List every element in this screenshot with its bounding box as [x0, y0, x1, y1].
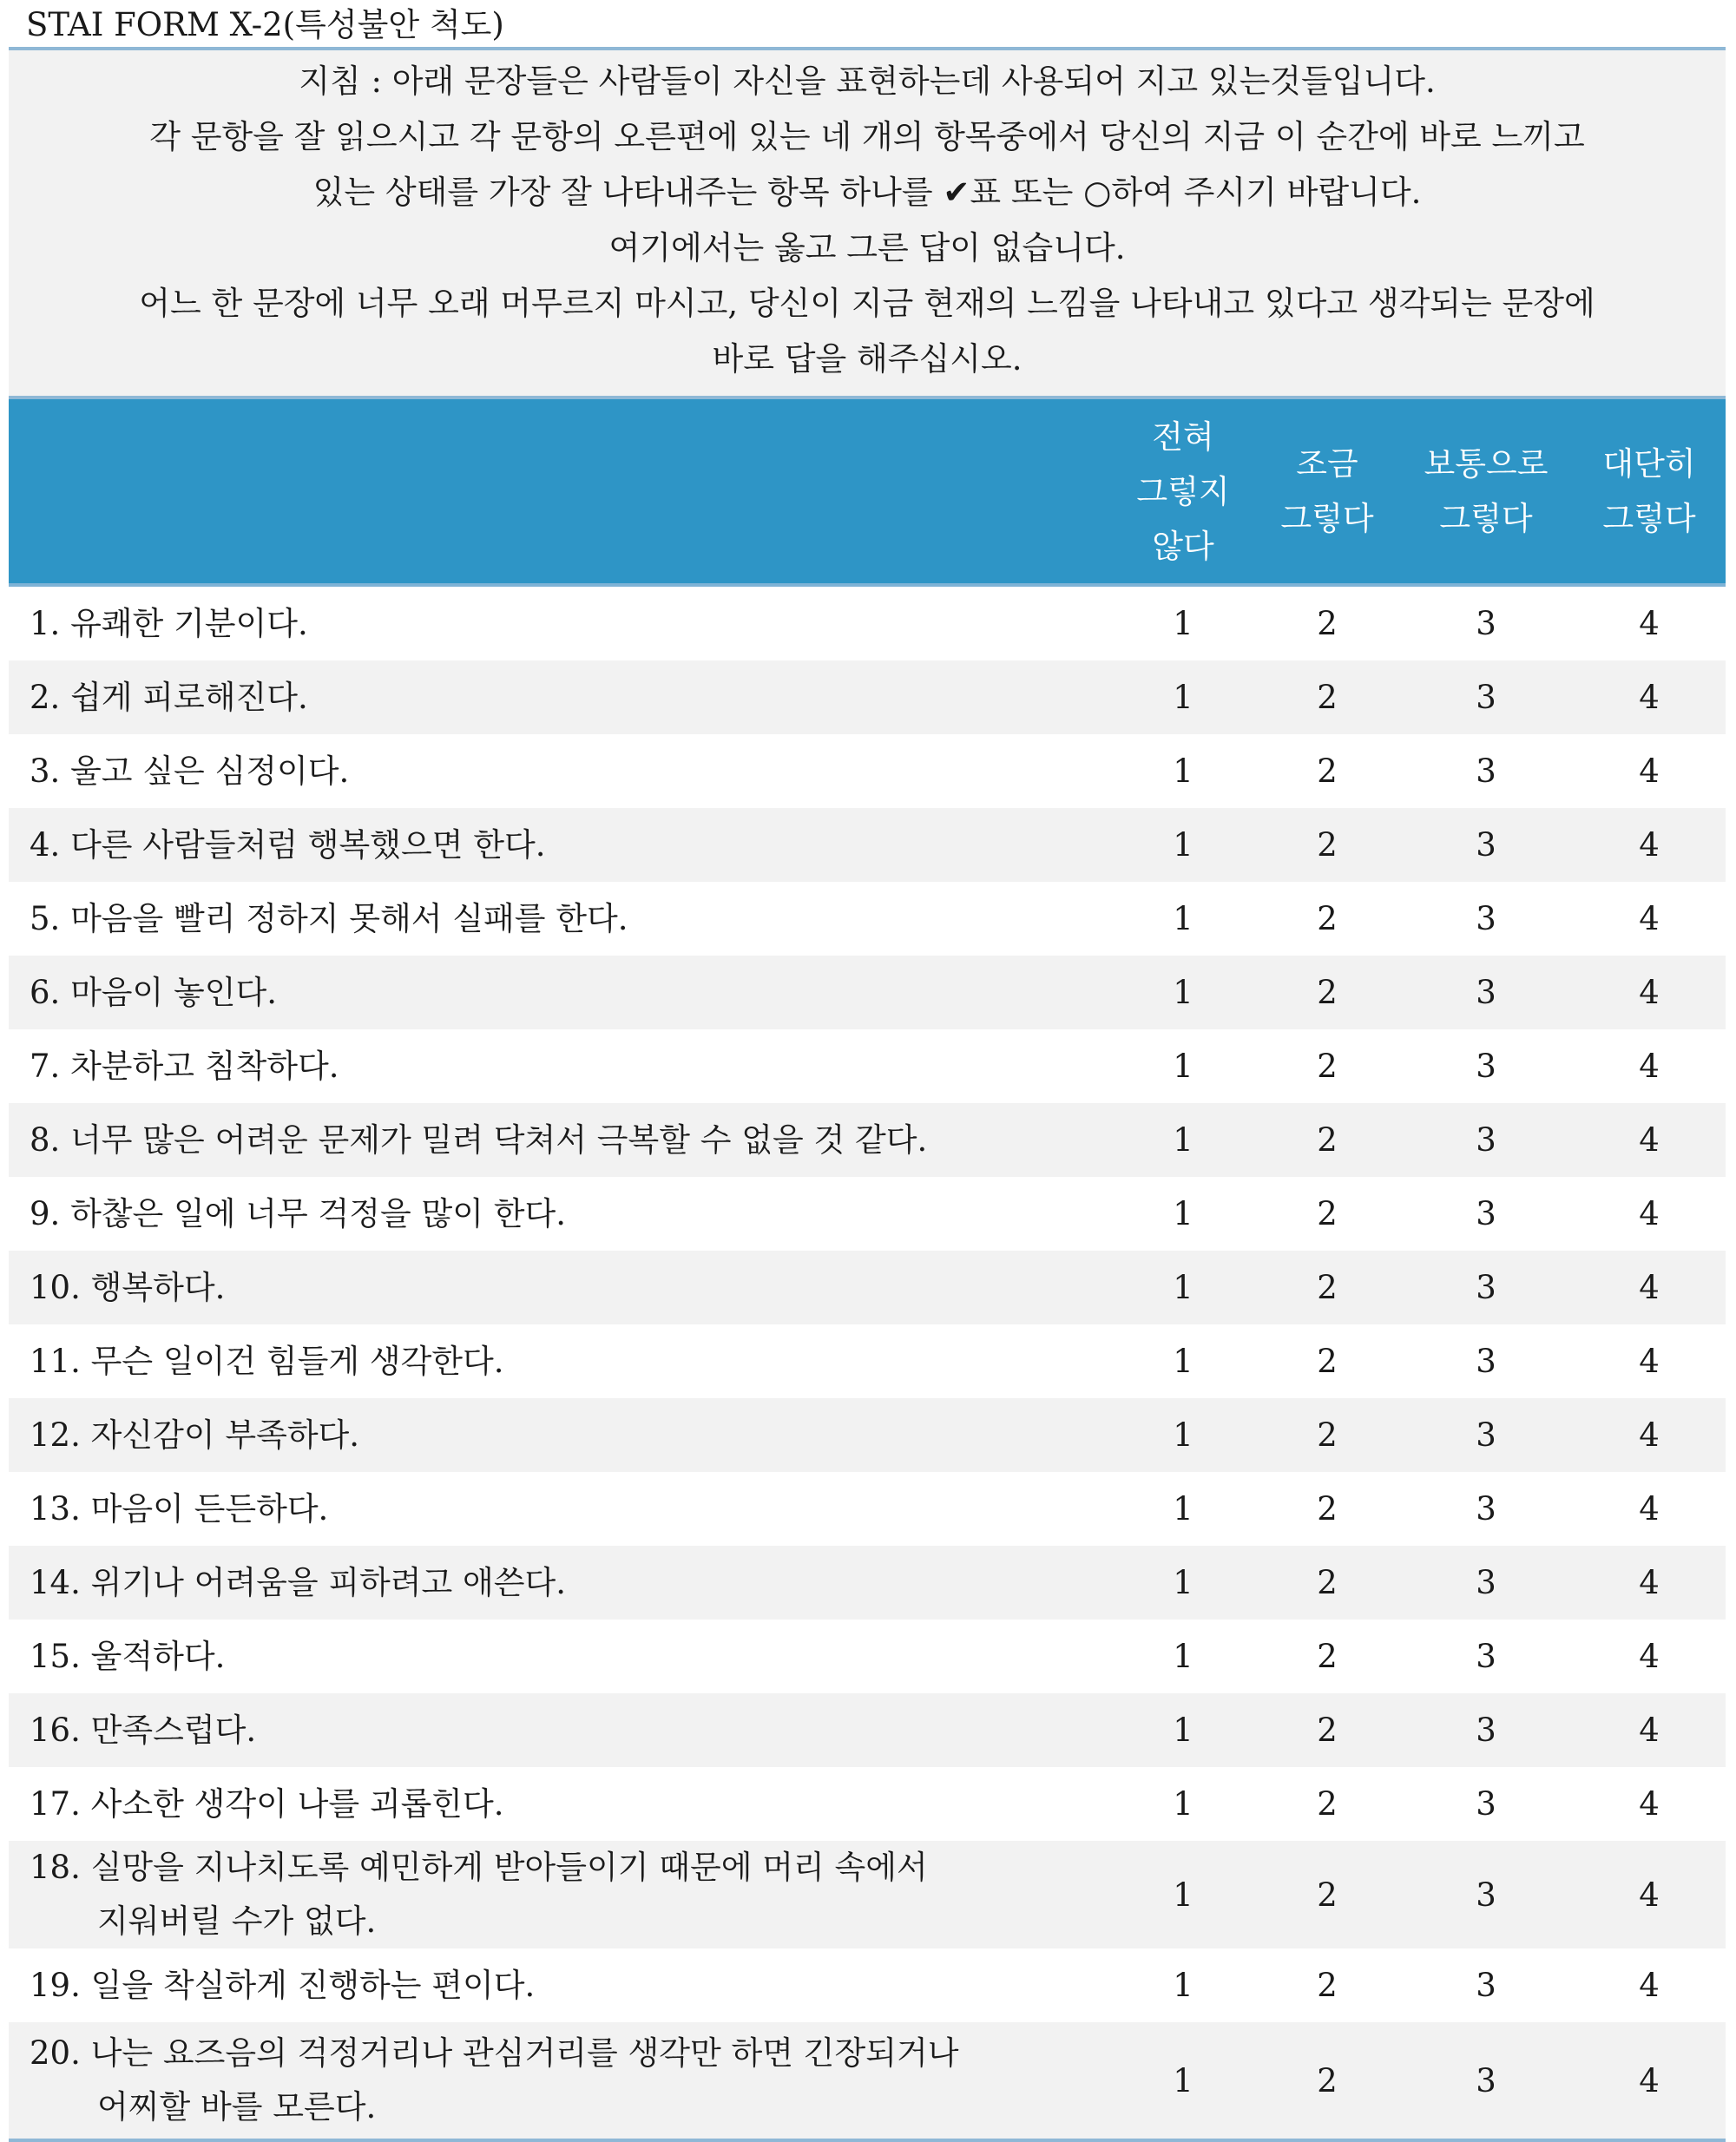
item-statement: 19. 일을 착실하게 진행하는 편이다.: [30, 1966, 536, 2004]
bottom-rule: [9, 2139, 1726, 2142]
table-row: [9, 1251, 1726, 1324]
option-2[interactable]: 2: [1317, 1967, 1338, 2004]
table-row: [9, 585, 1726, 660]
option-2[interactable]: 2: [1255, 1546, 1399, 1620]
option-1[interactable]: 1: [1173, 605, 1194, 642]
stai-form: [9, 0, 1726, 2142]
option-2[interactable]: 2: [1317, 900, 1338, 937]
item-text: [9, 2022, 1111, 2139]
option-3[interactable]: 3: [1399, 808, 1573, 882]
table-row: [9, 1177, 1726, 1251]
instruction-line: 지침 : 아래 문장들은 사람들이 자신을 표현하는데 사용되어 지고 있는것들입니다.: [299, 62, 1436, 100]
option-3[interactable]: 3: [1476, 752, 1496, 790]
item-text: [9, 1546, 1111, 1620]
table-row: [9, 1546, 1726, 1620]
table-row: [9, 808, 1726, 882]
table-row: [9, 1620, 1726, 1693]
option-2[interactable]: 2: [1255, 2022, 1399, 2139]
item-text: [9, 882, 1111, 956]
option-3[interactable]: 3: [1399, 1546, 1573, 1620]
option-3[interactable]: 3: [1399, 1251, 1573, 1324]
option-2[interactable]: 2: [1255, 1103, 1399, 1177]
option-2[interactable]: 2: [1255, 660, 1399, 734]
item-text: [9, 1103, 1111, 1177]
table-row: [9, 1324, 1726, 1398]
option-4[interactable]: 4: [1639, 605, 1660, 642]
item-statement: 11. 무슨 일이건 힘들게 생각한다.: [30, 1342, 504, 1380]
option-2[interactable]: 2: [1317, 1490, 1338, 1528]
option-1[interactable]: 1: [1111, 808, 1255, 882]
option-2[interactable]: 2: [1255, 1398, 1399, 1472]
option-2[interactable]: 2: [1317, 1048, 1338, 1085]
table-row: [9, 956, 1726, 1029]
option-3[interactable]: 3: [1399, 2022, 1573, 2139]
scale-header-3: 보통으로 그렇다: [1399, 399, 1573, 585]
item-text: [9, 1324, 1111, 1398]
option-1[interactable]: 1: [1111, 1841, 1255, 1948]
option-4[interactable]: 4: [1573, 1398, 1726, 1472]
option-1[interactable]: 1: [1173, 1490, 1194, 1528]
option-1[interactable]: 1: [1111, 1546, 1255, 1620]
option-4[interactable]: 4: [1639, 752, 1660, 790]
option-1[interactable]: 1: [1173, 900, 1194, 937]
table-row: [9, 660, 1726, 734]
option-4[interactable]: 4: [1573, 1546, 1726, 1620]
item-text: [9, 1693, 1111, 1767]
item-text: [9, 808, 1111, 882]
option-4[interactable]: 4: [1639, 1785, 1660, 1823]
option-2[interactable]: 2: [1317, 1638, 1338, 1675]
questionnaire-table: [9, 399, 1726, 2139]
option-1[interactable]: 1: [1173, 1048, 1194, 1085]
option-1[interactable]: 1: [1173, 1785, 1194, 1823]
item-statement-continued: 지워버릴 수가 없다.: [97, 1902, 377, 1940]
table-row: [9, 1693, 1726, 1767]
item-statement: 8. 너무 많은 어려운 문제가 밀려 닥쳐서 극복할 수 없을 것 같다.: [30, 1120, 928, 1159]
option-2[interactable]: 2: [1255, 1693, 1399, 1767]
instruction-line: 바로 답을 해주십시오.: [712, 340, 1023, 378]
item-statement: 16. 만족스럽다.: [30, 1711, 257, 1749]
instruction-line: 각 문항을 잘 읽으시고 각 문항의 오른편에 있는 네 개의 항목중에서 당신의 지금 이 순간에 바로 느끼고: [149, 118, 1585, 155]
option-3[interactable]: 3: [1399, 956, 1573, 1029]
table-row: [9, 1767, 1726, 1841]
option-3[interactable]: 3: [1399, 1398, 1573, 1472]
form-title: STAI FORM X-2(특성불안 척도): [9, 0, 1726, 50]
option-2[interactable]: 2: [1317, 1343, 1338, 1380]
option-4[interactable]: 4: [1639, 1343, 1660, 1380]
table-row: [9, 1472, 1726, 1546]
option-1[interactable]: 1: [1173, 1343, 1194, 1380]
option-1[interactable]: 1: [1173, 1638, 1194, 1675]
option-4[interactable]: 4: [1639, 900, 1660, 937]
option-4[interactable]: 4: [1573, 1251, 1726, 1324]
table-row: [9, 734, 1726, 808]
item-text: [9, 660, 1111, 734]
item-statement-continued: 어찌할 바를 모른다.: [97, 2088, 377, 2126]
option-4[interactable]: 4: [1573, 808, 1726, 882]
scale-header-1: 전혀 그렇지 않다: [1111, 399, 1255, 585]
item-text: [9, 585, 1111, 660]
table-row: [9, 2022, 1726, 2139]
item-text: [9, 956, 1111, 1029]
item-text: [9, 1948, 1111, 2022]
option-2[interactable]: 2: [1255, 1251, 1399, 1324]
option-3[interactable]: 3: [1476, 1785, 1496, 1823]
option-4[interactable]: 4: [1639, 1048, 1660, 1085]
table-header-row: [9, 399, 1726, 585]
table-row: [9, 1841, 1726, 1948]
item-statement: 13. 마음이 든든하다.: [30, 1489, 329, 1528]
item-statement: 9. 하찮은 일에 너무 걱정을 많이 한다.: [30, 1194, 567, 1232]
option-4[interactable]: 4: [1573, 660, 1726, 734]
option-4[interactable]: 4: [1639, 1967, 1660, 2004]
option-2[interactable]: 2: [1317, 1195, 1338, 1232]
option-3[interactable]: 3: [1476, 605, 1496, 642]
option-1[interactable]: 1: [1111, 1398, 1255, 1472]
item-text: [9, 1177, 1111, 1251]
option-3[interactable]: 3: [1476, 1195, 1496, 1232]
instruction-line: 어느 한 문장에 너무 오래 머무르지 마시고, 당신이 지금 현재의 느낌을 나타내고 있다고 생각되는 문장에: [139, 285, 1595, 322]
option-3[interactable]: 3: [1399, 1103, 1573, 1177]
option-3[interactable]: 3: [1476, 1343, 1496, 1380]
item-text: [9, 1251, 1111, 1324]
item-text: [9, 1767, 1111, 1841]
option-4[interactable]: 4: [1639, 1490, 1660, 1528]
table-row: [9, 1029, 1726, 1103]
option-2[interactable]: 2: [1255, 1841, 1399, 1948]
table-row: [9, 1398, 1726, 1472]
table-row: [9, 882, 1726, 956]
option-4[interactable]: 4: [1573, 956, 1726, 1029]
item-statement: 3. 울고 싶은 심정이다.: [30, 752, 350, 790]
item-text: [9, 734, 1111, 808]
scale-header-2: 조금 그렇다: [1255, 399, 1399, 585]
option-1[interactable]: 1: [1111, 956, 1255, 1029]
option-1[interactable]: 1: [1173, 1967, 1194, 2004]
option-3[interactable]: 3: [1476, 900, 1496, 937]
option-1[interactable]: 1: [1111, 2022, 1255, 2139]
option-2[interactable]: 2: [1317, 752, 1338, 790]
option-3[interactable]: 3: [1476, 1967, 1496, 2004]
scale-header-4: 대단히 그렇다: [1573, 399, 1726, 585]
item-statement: 7. 차분하고 침착하다.: [30, 1047, 339, 1085]
option-1[interactable]: 1: [1173, 1195, 1194, 1232]
item-statement: 6. 마음이 놓인다.: [30, 973, 278, 1011]
option-4[interactable]: 4: [1573, 2022, 1726, 2139]
item-column-header: [9, 399, 1111, 585]
option-2[interactable]: 2: [1317, 605, 1338, 642]
item-text: [9, 1472, 1111, 1546]
item-text: [9, 1841, 1111, 1948]
item-statement: 17. 사소한 생각이 나를 괴롭힌다.: [30, 1784, 504, 1823]
item-statement: 15. 울적하다.: [30, 1637, 226, 1675]
option-1[interactable]: 1: [1111, 1103, 1255, 1177]
option-4[interactable]: 4: [1573, 1103, 1726, 1177]
option-3[interactable]: 3: [1476, 1490, 1496, 1528]
item-statement: 4. 다른 사람들처럼 행복했으면 한다.: [30, 825, 546, 864]
item-statement: 1. 유쾌한 기분이다.: [30, 604, 308, 642]
instructions-box: [9, 50, 1726, 399]
option-1[interactable]: 1: [1173, 752, 1194, 790]
option-2[interactable]: 2: [1255, 956, 1399, 1029]
option-3[interactable]: 3: [1399, 1841, 1573, 1948]
table-row: [9, 1948, 1726, 2022]
option-3[interactable]: 3: [1476, 1048, 1496, 1085]
option-1[interactable]: 1: [1111, 1251, 1255, 1324]
item-statement: 18. 실망을 지나치도록 예민하게 받아들이기 때문에 머리 속에서: [30, 1849, 928, 1886]
option-1[interactable]: 1: [1111, 660, 1255, 734]
option-2[interactable]: 2: [1317, 1785, 1338, 1823]
option-4[interactable]: 4: [1573, 1841, 1726, 1948]
table-row: [9, 1103, 1726, 1177]
item-statement: 14. 위기나 어려움을 피하려고 애쓴다.: [30, 1563, 567, 1601]
item-statement: 12. 자신감이 부족하다.: [30, 1416, 360, 1454]
option-3[interactable]: 3: [1399, 1693, 1573, 1767]
option-4[interactable]: 4: [1639, 1195, 1660, 1232]
option-2[interactable]: 2: [1255, 808, 1399, 882]
option-3[interactable]: 3: [1399, 660, 1573, 734]
instruction-line: 여기에서는 옳고 그른 답이 없습니다.: [608, 229, 1126, 266]
item-text: [9, 1029, 1111, 1103]
option-4[interactable]: 4: [1573, 1693, 1726, 1767]
item-statement: 20. 나는 요즈음의 걱정거리나 관심거리를 생각만 하면 긴장되거나: [30, 2034, 959, 2072]
item-statement: 5. 마음을 빨리 정하지 못해서 실패를 한다.: [30, 899, 628, 937]
instruction-line: 있는 상태를 가장 잘 나타내주는 항목 하나를 ✔표 또는 ○하여 주시기 바랍니다.: [312, 174, 1422, 211]
item-statement: 2. 쉽게 피로해진다.: [30, 678, 308, 716]
option-4[interactable]: 4: [1639, 1638, 1660, 1675]
option-1[interactable]: 1: [1111, 1693, 1255, 1767]
option-3[interactable]: 3: [1476, 1638, 1496, 1675]
item-statement: 10. 행복하다.: [30, 1268, 226, 1306]
item-text: [9, 1398, 1111, 1472]
item-text: [9, 1620, 1111, 1693]
